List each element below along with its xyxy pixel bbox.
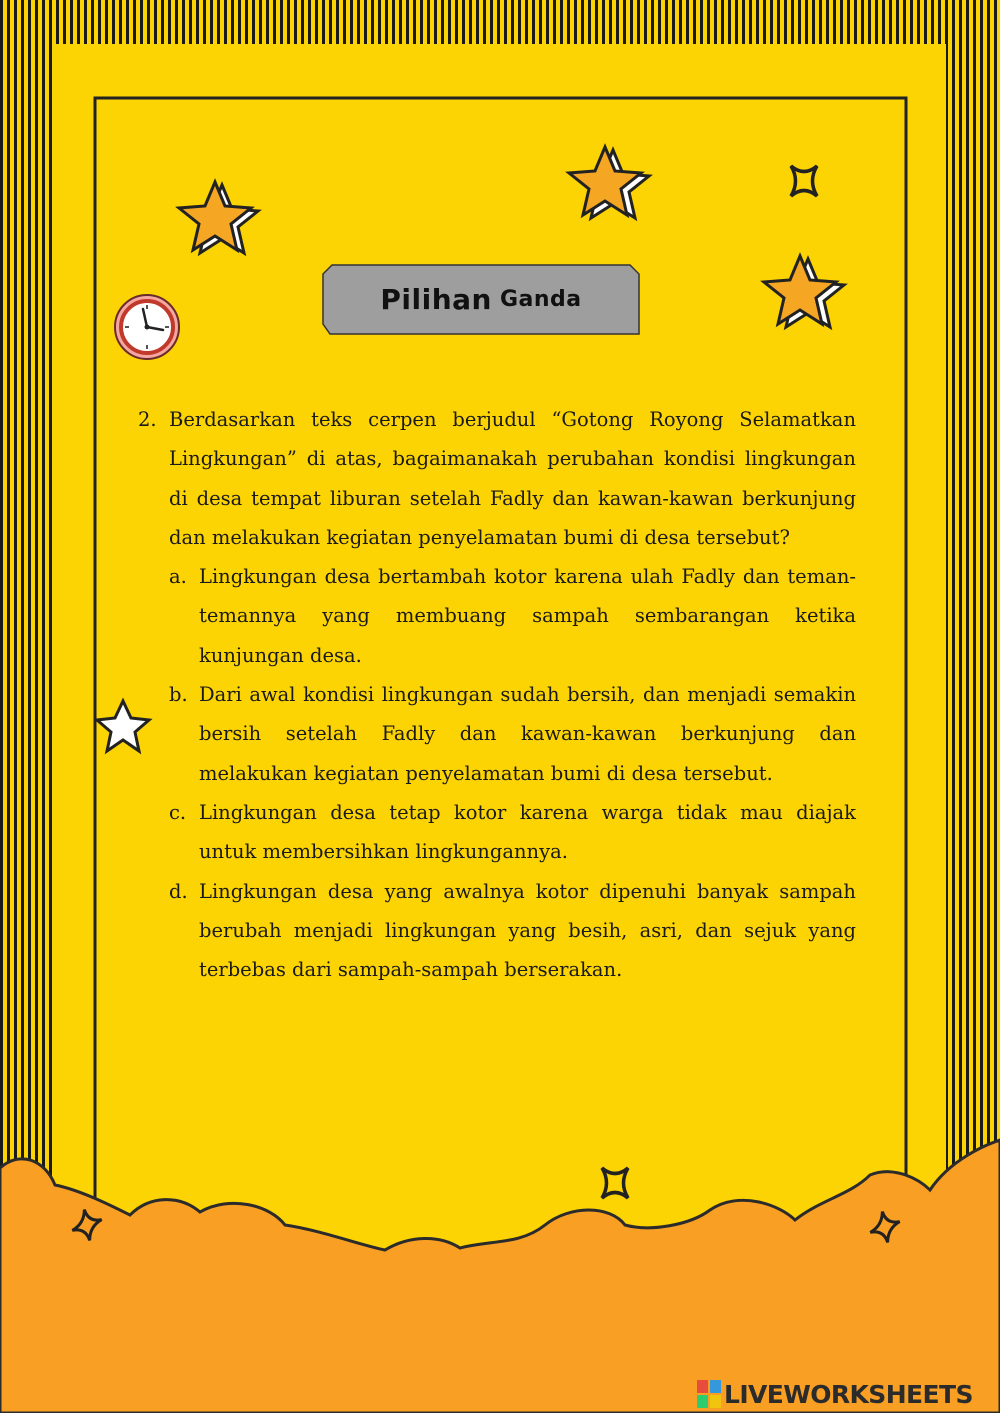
liveworksheets-logo[interactable] [696,1378,973,1410]
star-icon [179,182,258,253]
question-block [138,400,856,989]
clock-icon [115,295,179,359]
option-text: Lingkungan desa yang awalnya kotor dipenuhi banyak sampah berubah menjadi lingkungan yang besih, asri, dan sejuk yang terbebas dari sampah-sampah berserakan. [199,879,856,982]
page-title [322,264,640,335]
title-word-ganda: Ganda [499,287,582,312]
sparkle-icon [791,166,817,196]
star-icon [764,256,844,327]
option-text: Dari awal kondisi lingkungan sudah bersih, dan menjadi semakin bersih setelah Fadly dan kawan-kawan berkunjung dan melakukan kegiatan penyelamatan bumi di desa tersebut. [199,683,856,785]
star-icon [569,147,649,218]
option-text: Lingkungan desa tetap kotor karena warga tidak mau diajak untuk membersihkan lingkungannya. [199,800,856,864]
option-d[interactable] [169,872,856,990]
option-a[interactable] [169,557,856,675]
option-letter: a. [169,565,187,589]
option-b[interactable] [169,675,856,793]
sparkle-icon [602,1168,628,1198]
sparkle-icon [72,1210,101,1241]
option-c[interactable] [169,793,856,872]
sparkle-icon [870,1212,899,1243]
option-letter: c. [169,800,187,824]
title-banner [322,264,640,335]
answer-options [169,557,856,989]
option-letter: b. [169,683,188,707]
option-text: Lingkungan desa bertambah kotor karena ulah Fadly dan teman-temannya yang membuang sampah sembarangan ketika kunjungan desa. [199,565,856,667]
question-text: Berdasarkan teks cerpen berjudul “Gotong Royong Selamatkan Lingkungan” di atas, bagaimanakah perubahan kondisi lingkungan di desa tempat liburan setelah Fadly dan kawan-kawan berkunjung dan melakukan kegiatan penyelamatan bumi di desa tersebut? [169,408,856,549]
question-number: 2. [138,408,157,431]
option-letter: d. [169,879,188,903]
title-word-pilihan: Pilihan [380,283,492,316]
logo-text: LIVEWORKSHEETS [724,1379,973,1409]
question-row [138,400,856,989]
liveworksheets-badge-icon [696,1379,722,1409]
